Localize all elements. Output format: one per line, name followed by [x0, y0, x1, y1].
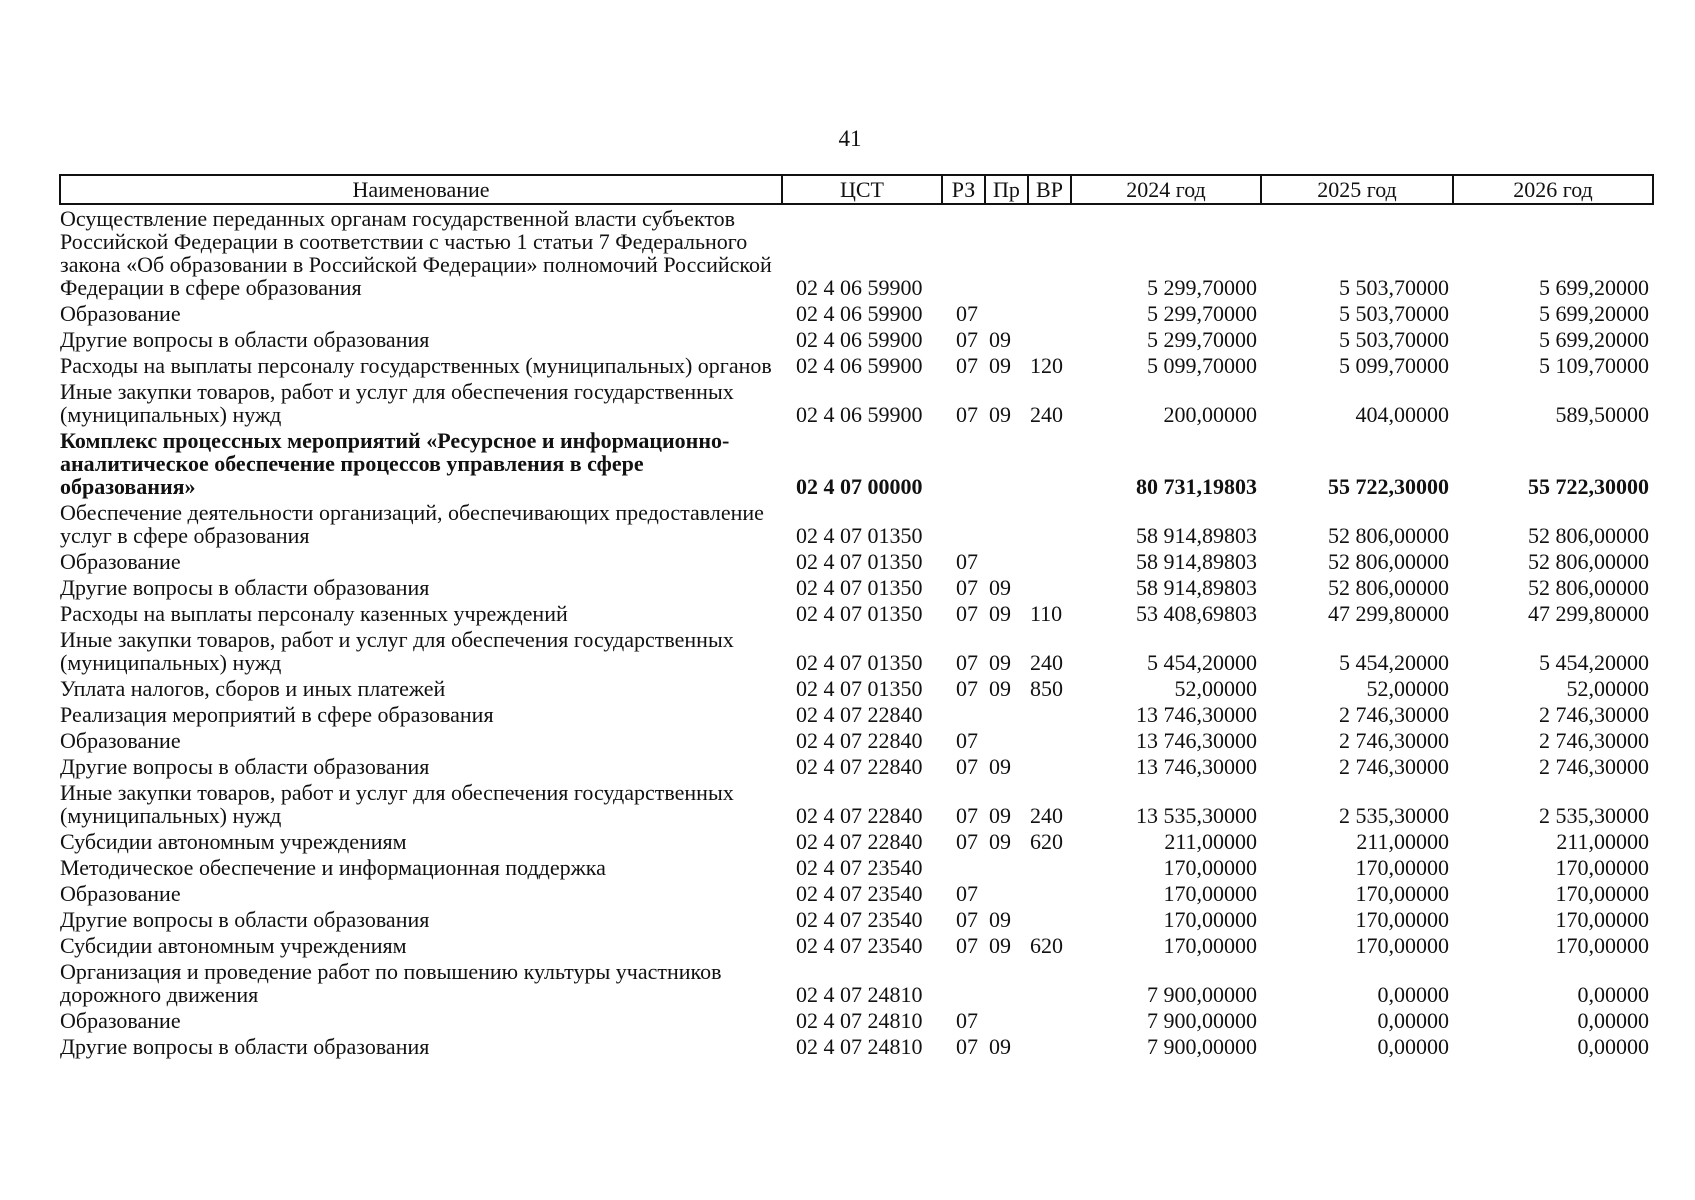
cell-name: Образование — [60, 728, 181, 753]
table-row — [60, 854, 1653, 880]
cell-name: Другие вопросы в области образования — [60, 1034, 430, 1059]
cell-2026: 5 109,70000 — [1539, 353, 1649, 378]
cell-name: Другие вопросы в области образования — [60, 754, 430, 779]
cell-2024: 7 900,00000 — [1147, 1034, 1257, 1059]
cell-rz: 07 — [956, 301, 978, 326]
table-row — [60, 753, 1653, 779]
header-rz: РЗ — [942, 175, 985, 204]
cell-rz: 07 — [956, 728, 978, 753]
cell-rz: 07 — [956, 907, 978, 932]
cell-2026: 0,00000 — [1577, 1034, 1649, 1059]
cell-2025: 170,00000 — [1355, 855, 1449, 880]
cell-vr — [1028, 906, 1071, 932]
cell-pr: 09 — [989, 933, 1011, 958]
cell-2025: 52 806,00000 — [1328, 575, 1449, 600]
cell-vr — [1028, 574, 1071, 600]
cell-vr — [1028, 854, 1071, 880]
cell-pr — [985, 854, 1028, 880]
cell-vr: 240 — [1030, 402, 1063, 427]
page-number: 41 — [838, 126, 862, 151]
cell-2024: 5 099,70000 — [1147, 353, 1257, 378]
cell-vr — [1028, 427, 1071, 499]
cell-cst: 02 4 07 22840 — [796, 803, 923, 828]
cell-rz: 07 — [956, 549, 978, 574]
table-row — [60, 626, 1653, 675]
cell-pr: 09 — [989, 907, 1011, 932]
cell-2026: 0,00000 — [1577, 982, 1649, 1007]
cell-pr — [985, 880, 1028, 906]
cell-2026: 52 806,00000 — [1528, 523, 1649, 548]
cell-rz: 07 — [956, 327, 978, 352]
cell-2026: 2 746,30000 — [1539, 702, 1649, 727]
table-row — [60, 204, 1653, 300]
table-row — [60, 574, 1653, 600]
cell-2026: 2 746,30000 — [1539, 754, 1649, 779]
cell-2025: 2 535,30000 — [1339, 803, 1449, 828]
cell-pr — [985, 499, 1028, 548]
cell-pr: 09 — [989, 601, 1011, 626]
cell-vr: 850 — [1030, 676, 1063, 701]
cell-rz — [942, 958, 985, 1007]
cell-2026: 170,00000 — [1555, 933, 1649, 958]
cell-2025: 0,00000 — [1377, 982, 1449, 1007]
cell-vr: 620 — [1030, 829, 1063, 854]
cell-2026: 47 299,80000 — [1528, 601, 1649, 626]
cell-rz: 07 — [956, 1034, 978, 1059]
cell-2026: 5 699,20000 — [1539, 275, 1649, 300]
header-2024: 2024 год — [1071, 175, 1261, 204]
cell-2025: 5 099,70000 — [1339, 353, 1449, 378]
cell-pr — [985, 701, 1028, 727]
cell-rz — [942, 499, 985, 548]
cell-name: Образование — [60, 301, 181, 326]
header-2025: 2025 год — [1261, 175, 1453, 204]
cell-2024: 7 900,00000 — [1147, 982, 1257, 1007]
table-row — [60, 427, 1653, 499]
cell-name: Другие вопросы в области образования — [60, 327, 430, 352]
cell-2025: 2 746,30000 — [1339, 728, 1449, 753]
cell-cst: 02 4 07 22840 — [796, 702, 923, 727]
table-row — [60, 958, 1653, 1007]
cell-cst: 02 4 07 23540 — [796, 933, 923, 958]
cell-2026: 589,50000 — [1555, 402, 1649, 427]
cell-rz: 07 — [956, 650, 978, 675]
cell-name: Организация и проведение работ по повышению культуры участников дорожного движения — [60, 959, 722, 1007]
cell-name: Образование — [60, 549, 181, 574]
header-pr: Пр — [985, 175, 1028, 204]
cell-vr — [1028, 958, 1071, 1007]
cell-rz — [942, 427, 985, 499]
cell-pr: 09 — [989, 402, 1011, 427]
cell-2025: 211,00000 — [1356, 829, 1449, 854]
cell-2024: 58 914,89803 — [1136, 575, 1257, 600]
cell-2024: 80 731,19803 — [1136, 474, 1257, 499]
cell-2025: 170,00000 — [1355, 907, 1449, 932]
cell-cst: 02 4 07 23540 — [796, 907, 923, 932]
cell-pr: 09 — [989, 353, 1011, 378]
table-header-row — [60, 175, 1653, 204]
cell-2024: 5 299,70000 — [1147, 301, 1257, 326]
cell-cst: 02 4 07 00000 — [796, 474, 923, 499]
table-row — [60, 499, 1653, 548]
cell-2026: 52 806,00000 — [1528, 575, 1649, 600]
cell-pr — [985, 1007, 1028, 1033]
cell-name: Иные закупки товаров, работ и услуг для обеспечения государственных (муниципальных) нужд — [60, 780, 734, 828]
table-row — [60, 378, 1653, 427]
cell-2025: 5 454,20000 — [1339, 650, 1449, 675]
cell-name: Осуществление переданных органам государственной власти субъектов Российской Федерации в соответствии с частью 1 статьи 7 Федерального закона «Об образовании в Российской Федерации» полномочий Российской Федерации в сфере образования — [60, 206, 772, 300]
cell-vr: 620 — [1030, 933, 1063, 958]
cell-cst: 02 4 07 24810 — [796, 1008, 923, 1033]
cell-pr — [985, 204, 1028, 300]
cell-2025: 52 806,00000 — [1328, 523, 1449, 548]
cell-2024: 170,00000 — [1163, 907, 1257, 932]
cell-pr: 09 — [989, 754, 1011, 779]
cell-rz: 07 — [956, 1008, 978, 1033]
cell-2025: 5 503,70000 — [1339, 301, 1449, 326]
cell-pr: 09 — [989, 1034, 1011, 1059]
cell-2026: 170,00000 — [1555, 907, 1649, 932]
cell-pr: 09 — [989, 650, 1011, 675]
cell-vr: 110 — [1030, 601, 1063, 626]
cell-cst: 02 4 07 23540 — [796, 881, 923, 906]
table-row — [60, 1033, 1653, 1059]
cell-2024: 13 746,30000 — [1136, 728, 1257, 753]
cell-2026: 52 806,00000 — [1528, 549, 1649, 574]
cell-2025: 47 299,80000 — [1328, 601, 1449, 626]
cell-pr — [985, 300, 1028, 326]
cell-2024: 5 454,20000 — [1147, 650, 1257, 675]
cell-2026: 5 699,20000 — [1539, 301, 1649, 326]
cell-cst: 02 4 06 59900 — [796, 402, 923, 427]
cell-2026: 2 746,30000 — [1539, 728, 1649, 753]
cell-2025: 2 746,30000 — [1339, 702, 1449, 727]
cell-2024: 5 299,70000 — [1147, 275, 1257, 300]
cell-2026: 170,00000 — [1555, 881, 1649, 906]
cell-cst: 02 4 07 23540 — [796, 855, 923, 880]
table-row — [60, 352, 1653, 378]
cell-rz — [942, 701, 985, 727]
cell-cst: 02 4 07 01350 — [796, 549, 923, 574]
cell-name: Иные закупки товаров, работ и услуг для обеспечения государственных (муниципальных) нужд — [60, 379, 734, 427]
cell-2026: 5 454,20000 — [1539, 650, 1649, 675]
cell-pr: 09 — [989, 803, 1011, 828]
cell-rz: 07 — [956, 601, 978, 626]
cell-name: Образование — [60, 881, 181, 906]
cell-vr — [1028, 880, 1071, 906]
cell-2025: 0,00000 — [1377, 1008, 1449, 1033]
cell-2025: 52 806,00000 — [1328, 549, 1449, 574]
cell-2026: 55 722,30000 — [1528, 474, 1649, 499]
table-row — [60, 548, 1653, 574]
cell-pr: 09 — [989, 676, 1011, 701]
cell-2025: 5 503,70000 — [1339, 275, 1449, 300]
cell-2025: 170,00000 — [1355, 881, 1449, 906]
cell-name: Другие вопросы в области образования — [60, 575, 430, 600]
cell-name: Методическое обеспечение и информационная поддержка — [60, 855, 606, 880]
table-row — [60, 600, 1653, 626]
cell-2024: 52,00000 — [1174, 676, 1257, 701]
cell-name: Образование — [60, 1008, 181, 1033]
table-row — [60, 828, 1653, 854]
header-cst: ЦСТ — [782, 175, 942, 204]
cell-cst: 02 4 07 22840 — [796, 728, 923, 753]
cell-rz: 07 — [956, 881, 978, 906]
header-2026: 2026 год — [1453, 175, 1653, 204]
cell-2025: 404,00000 — [1355, 402, 1449, 427]
cell-rz: 07 — [956, 754, 978, 779]
cell-vr — [1028, 548, 1071, 574]
cell-name: Расходы на выплаты персоналу государственных (муниципальных) органов — [60, 353, 772, 378]
cell-name: Комплекс процессных мероприятий «Ресурсное и информационно-аналитическое обеспечение процессов управления в сфере образования» — [60, 428, 730, 499]
cell-name: Иные закупки товаров, работ и услуг для обеспечения государственных (муниципальных) нужд — [60, 627, 734, 675]
table-row — [60, 932, 1653, 958]
cell-rz — [942, 204, 985, 300]
cell-vr: 120 — [1030, 353, 1063, 378]
cell-2024: 7 900,00000 — [1147, 1008, 1257, 1033]
cell-vr — [1028, 499, 1071, 548]
cell-name: Уплата налогов, сборов и иных платежей — [60, 676, 446, 701]
cell-2024: 5 299,70000 — [1147, 327, 1257, 352]
cell-name: Субсидии автономным учреждениям — [60, 933, 407, 958]
cell-cst: 02 4 06 59900 — [796, 353, 923, 378]
cell-2025: 2 746,30000 — [1339, 754, 1449, 779]
cell-2024: 170,00000 — [1163, 855, 1257, 880]
cell-pr: 09 — [989, 327, 1011, 352]
cell-2026: 52,00000 — [1566, 676, 1649, 701]
cell-vr — [1028, 326, 1071, 352]
cell-2024: 211,00000 — [1164, 829, 1257, 854]
cell-2025: 5 503,70000 — [1339, 327, 1449, 352]
cell-2024: 53 408,69803 — [1136, 601, 1257, 626]
cell-rz: 07 — [956, 353, 978, 378]
cell-cst: 02 4 07 01350 — [796, 575, 923, 600]
cell-2024: 13 535,30000 — [1136, 803, 1257, 828]
cell-cst: 02 4 07 22840 — [796, 829, 923, 854]
cell-pr — [985, 958, 1028, 1007]
cell-2026: 170,00000 — [1555, 855, 1649, 880]
cell-rz: 07 — [956, 676, 978, 701]
cell-cst: 02 4 07 24810 — [796, 982, 923, 1007]
cell-2026: 211,00000 — [1556, 829, 1649, 854]
budget-table — [59, 174, 1654, 1059]
cell-2024: 200,00000 — [1163, 402, 1257, 427]
header-vr: ВР — [1028, 175, 1071, 204]
cell-vr — [1028, 727, 1071, 753]
cell-vr: 240 — [1030, 803, 1063, 828]
cell-name: Расходы на выплаты персоналу казенных учреждений — [60, 601, 568, 626]
cell-cst: 02 4 06 59900 — [796, 275, 923, 300]
cell-pr — [985, 427, 1028, 499]
cell-name: Субсидии автономным учреждениям — [60, 829, 407, 854]
cell-name: Обеспечение деятельности организаций, обеспечивающих предоставление услуг в сфере образования — [60, 500, 764, 548]
cell-vr: 240 — [1030, 650, 1063, 675]
cell-rz: 07 — [956, 933, 978, 958]
cell-2024: 58 914,89803 — [1136, 549, 1257, 574]
cell-name: Другие вопросы в области образования — [60, 907, 430, 932]
table-row — [60, 880, 1653, 906]
cell-cst: 02 4 07 24810 — [796, 1034, 923, 1059]
cell-vr — [1028, 204, 1071, 300]
header-name: Наименование — [60, 175, 782, 204]
cell-cst: 02 4 07 01350 — [796, 650, 923, 675]
cell-cst: 02 4 07 01350 — [796, 523, 923, 548]
cell-2024: 170,00000 — [1163, 881, 1257, 906]
cell-vr — [1028, 1033, 1071, 1059]
table-row — [60, 326, 1653, 352]
cell-cst: 02 4 06 59900 — [796, 327, 923, 352]
table-row — [60, 906, 1653, 932]
table-row — [60, 701, 1653, 727]
cell-cst: 02 4 07 01350 — [796, 676, 923, 701]
cell-2025: 55 722,30000 — [1328, 474, 1449, 499]
cell-rz: 07 — [956, 803, 978, 828]
table-row — [60, 675, 1653, 701]
table-body — [60, 204, 1653, 1059]
cell-pr: 09 — [989, 575, 1011, 600]
cell-vr — [1028, 1007, 1071, 1033]
cell-pr — [985, 727, 1028, 753]
cell-2024: 170,00000 — [1163, 933, 1257, 958]
cell-vr — [1028, 701, 1071, 727]
cell-pr: 09 — [989, 829, 1011, 854]
cell-2024: 13 746,30000 — [1136, 754, 1257, 779]
cell-2026: 2 535,30000 — [1539, 803, 1649, 828]
cell-rz: 07 — [956, 829, 978, 854]
cell-cst: 02 4 06 59900 — [796, 301, 923, 326]
cell-pr — [985, 548, 1028, 574]
cell-2025: 170,00000 — [1355, 933, 1449, 958]
table-row — [60, 779, 1653, 828]
table-row — [60, 727, 1653, 753]
table-row — [60, 1007, 1653, 1033]
cell-rz: 07 — [956, 402, 978, 427]
cell-vr — [1028, 300, 1071, 326]
cell-2026: 0,00000 — [1577, 1008, 1649, 1033]
cell-2024: 13 746,30000 — [1136, 702, 1257, 727]
cell-rz — [942, 854, 985, 880]
cell-cst: 02 4 07 22840 — [796, 754, 923, 779]
table-row — [60, 300, 1653, 326]
cell-2026: 5 699,20000 — [1539, 327, 1649, 352]
cell-cst: 02 4 07 01350 — [796, 601, 923, 626]
cell-name: Реализация мероприятий в сфере образования — [60, 702, 494, 727]
cell-2025: 0,00000 — [1377, 1034, 1449, 1059]
cell-vr — [1028, 753, 1071, 779]
cell-2025: 52,00000 — [1366, 676, 1449, 701]
cell-rz: 07 — [956, 575, 978, 600]
cell-2024: 58 914,89803 — [1136, 523, 1257, 548]
